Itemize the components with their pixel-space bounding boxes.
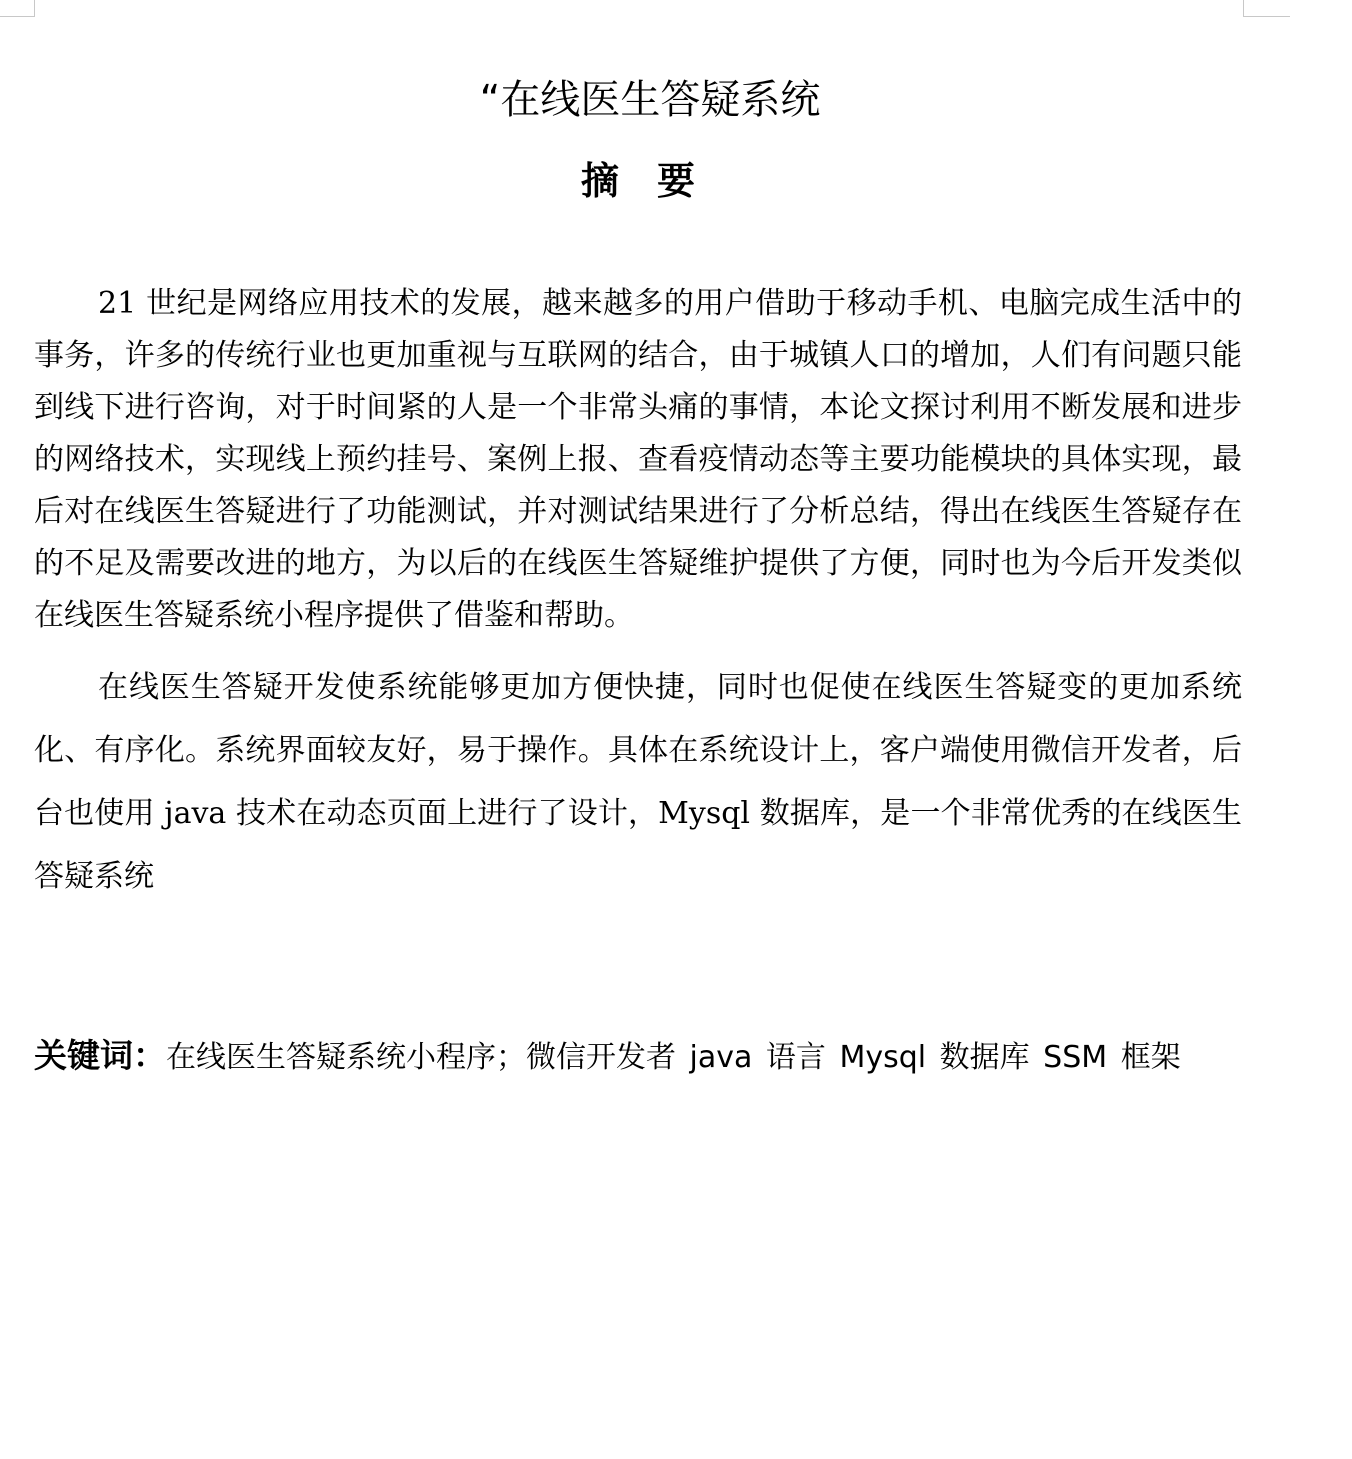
- abstract-paragraph-1: 21 世纪是网络应用技术的发展，越来越多的用户借助于移动手机、电脑完成生活中的事务，许多的传统行业也更加重视与互联网的结合，由于城镇人口的增加，人们有问题只能到线下进行咨询，对于时间紧的人是一个非常头痛的事情，本论文探讨利用不断发展和进步的网络技术，实现线上预约挂号、案例上报、查看疫情动态等主要功能模块的具体实现，最后对在线医生答疑进行了功能测试，并对测试结果进行了分析总结，得出在线医生答疑存在的不足及需要改进的地方，为以后的在线医生答疑维护提供了方便，同时也为今后开发类似在线医生答疑系统小程序提供了借鉴和帮助。: [34, 286, 1242, 633]
- page-corner-mark-top-right: [1243, 0, 1290, 17]
- abstract-heading: 摘 要: [580, 159, 695, 203]
- page-corner-mark-top-left: [0, 0, 35, 17]
- keywords-text: 在线医生答疑系统小程序；微信开发者 java 语言 Mysql 数据库 SSM 框架: [166, 1040, 1181, 1075]
- keywords-label: 关键词：: [34, 1036, 166, 1075]
- abstract-paragraph-2: 在线医生答疑开发使系统能够更加方便快捷，同时也促使在线医生答疑变的更加系统化、有序化。系统界面较友好，易于操作。具体在系统设计上，客户端使用微信开发者，后台也使用 java 技术在动态页面上进行了设计，Mysql 数据库，是一个非常优秀的在线医生答疑系统: [34, 670, 1242, 894]
- document-title: “在线医生答疑系统: [479, 77, 821, 123]
- keywords-line: [34, 1030, 1254, 1084]
